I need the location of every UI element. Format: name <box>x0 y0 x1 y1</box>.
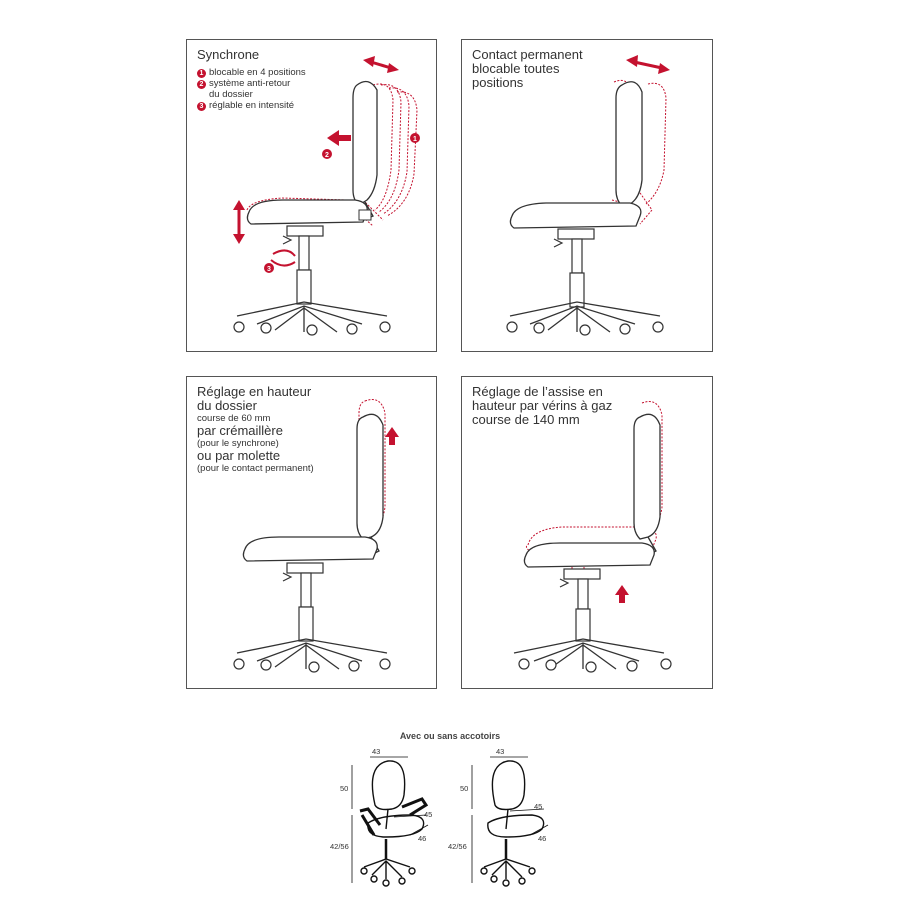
backrest-line-3: course de 60 mm <box>197 413 271 424</box>
chair-seat-plate <box>287 563 323 573</box>
armrest-section-title: Avec ou sans accotoirs <box>399 731 501 741</box>
right-dim-seat-depth: 46 <box>538 834 547 843</box>
chair-gas-column <box>572 239 582 273</box>
chair-gas-column <box>301 573 311 607</box>
chair-knob <box>554 239 562 247</box>
right-dim-width: 43 <box>496 747 505 756</box>
panel-synchrone-title: Synchrone <box>197 47 260 62</box>
seat-title-line-3: course de 140 mm <box>472 412 580 427</box>
chair-seat <box>247 200 367 224</box>
anti-return-arrow <box>327 130 351 146</box>
backrest-line-1: Réglage en hauteur <box>197 384 312 399</box>
contact-title-line-2: blocable toutes <box>472 61 560 76</box>
chair-seat <box>243 537 377 561</box>
chair-backrest <box>634 414 660 539</box>
seat-title-line-1: Réglage de l’assise en <box>472 384 603 399</box>
up-arrow <box>615 585 629 603</box>
backrest-line-5: (pour le synchrone) <box>197 438 279 449</box>
chair-backrest <box>353 81 377 205</box>
callout-1: 1 <box>413 136 417 143</box>
chair-dimension-diagrams <box>330 745 580 895</box>
feature-text-2: système anti-retour <box>209 78 291 89</box>
chair-seat-plate <box>564 569 600 579</box>
chair-gas-column <box>578 579 588 609</box>
chair-column-sleeve <box>297 270 311 304</box>
chair-casters <box>519 659 671 672</box>
backrest-line-6: ou par molette <box>197 448 281 463</box>
right-dim-seat-width: 45 <box>534 802 543 811</box>
panel-seat-height <box>461 376 713 689</box>
chair-backrest <box>357 414 383 539</box>
height-arrow <box>233 200 245 244</box>
chair-seat <box>510 203 640 228</box>
seat-title-line-2: hauteur par vérins à gaz <box>472 398 613 413</box>
chair-knob <box>283 236 291 244</box>
chair-gas-column <box>299 236 309 270</box>
chair-knob <box>560 579 568 587</box>
up-arrow <box>385 427 399 445</box>
chair-knob <box>283 573 291 581</box>
left-dim-width: 43 <box>372 747 381 756</box>
number-badge-2: 2 <box>197 80 206 89</box>
chair-seat-height-illustration <box>462 377 714 690</box>
panel-contact-permanent <box>461 39 713 352</box>
chair-seat-plate <box>287 226 323 236</box>
backrest-line-4: par crémaillère <box>197 423 283 438</box>
backrest-line-7: (pour le contact permanent) <box>197 463 314 474</box>
chair-column-sleeve <box>299 607 313 641</box>
chair-synchrone-illustration <box>187 40 438 353</box>
tilt-arrow <box>626 55 670 74</box>
chair-with-armrests <box>352 757 428 886</box>
left-dim-height: 42/56 <box>330 842 349 851</box>
number-badge-3: 3 <box>197 102 206 111</box>
tension-rotate-arrow <box>271 250 295 265</box>
number-badge-1: 1 <box>197 69 206 78</box>
callout-3: 3 <box>267 266 271 273</box>
left-dim-seat-depth: 46 <box>418 834 427 843</box>
chair-backrest <box>616 82 642 206</box>
tilt-arrow <box>363 56 399 73</box>
chair-seat-plate <box>558 229 594 239</box>
chair-mechanism <box>359 210 371 220</box>
right-dim-back: 50 <box>460 784 469 793</box>
feature-text-1: blocable en 4 positions <box>209 67 306 78</box>
left-dim-seat-width: 45 <box>424 810 433 819</box>
contact-title-line-3: positions <box>472 75 524 90</box>
right-dim-height: 42/56 <box>448 842 467 851</box>
panel-synchrone <box>186 39 437 352</box>
chair-without-armrests <box>472 757 548 886</box>
chair-column-sleeve <box>576 609 590 641</box>
backrest-line-2: du dossier <box>197 398 257 413</box>
feature-text-2-cont: du dossier <box>209 89 253 100</box>
chair-seat <box>524 543 654 567</box>
chair-contact-illustration <box>462 40 714 353</box>
left-dim-back: 50 <box>340 784 349 793</box>
panel-backrest-height <box>186 376 437 689</box>
feature-text-3: réglable en intensité <box>209 100 295 111</box>
callout-2: 2 <box>325 152 329 159</box>
contact-title-line-1: Contact permanent <box>472 47 583 62</box>
chair-backrest-height-illustration <box>187 377 438 690</box>
